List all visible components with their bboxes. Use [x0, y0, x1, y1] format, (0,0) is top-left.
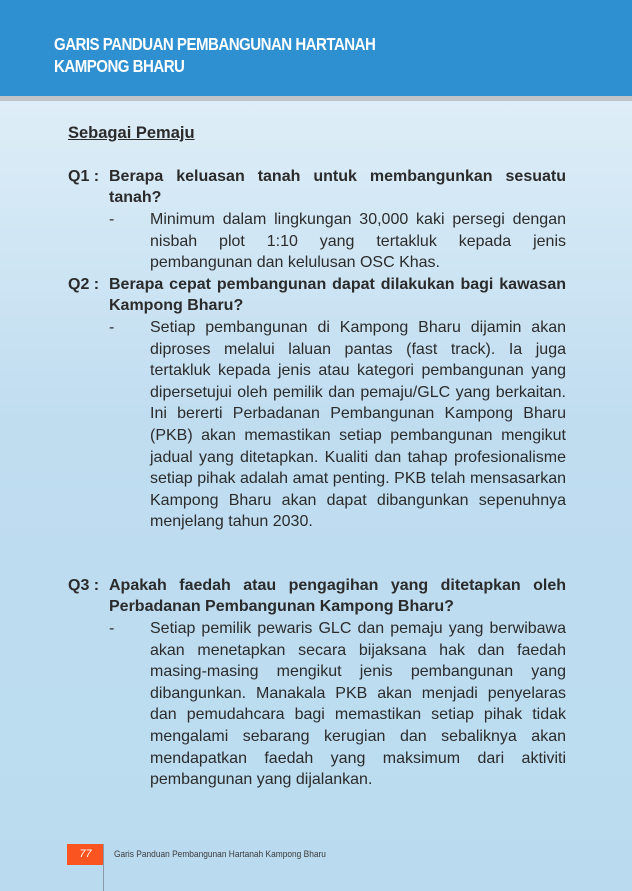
- answer-bullet: -: [109, 319, 115, 336]
- section-heading: Sebagai Pemaju: [68, 124, 195, 142]
- answer-row: [68, 317, 566, 533]
- question-number: Q2 :: [68, 276, 100, 293]
- answer-bullet: -: [109, 620, 115, 637]
- answer-text: Setiap pemilik pewaris GLC dan pemaju yang berwibawa akan menetapkan secara bijaksana hak dan faedah masing-masing mengikut jenis pembangunan yang dibangunkan. Manakala PKB akan menjadi penyelaras dan pemudahcara bagi memastikan setiap pihak tidak mengalami sebarang kerugian dan sebaliknya akan mendapatkan faedah yang maksimum dari aktiviti pembangunan yang dijalankan.: [150, 620, 566, 789]
- running-footer-title: Garis Panduan Pembangunan Hartanah Kampong Bharu: [114, 849, 326, 860]
- question-number: Q1 :: [68, 168, 100, 185]
- answer-row: [68, 618, 566, 791]
- page-number: 77: [67, 844, 104, 865]
- question-row: [68, 166, 566, 208]
- question-row: [68, 575, 566, 617]
- faq-item-q1: [68, 166, 566, 274]
- header-divider: [0, 96, 632, 101]
- document-title-line-1: GARIS PANDUAN PEMBANGUNAN HARTANAH: [54, 34, 376, 54]
- footer-divider: [103, 844, 104, 891]
- question-text: Berapa cepat pembangunan dapat dilakukan bagi kawasan Kampong Bharu?: [109, 276, 566, 314]
- question-row: [68, 274, 566, 316]
- faq-item-q2: [68, 274, 566, 533]
- answer-bullet: -: [109, 211, 115, 228]
- answer-row: [68, 209, 566, 274]
- answer-text: Setiap pembangunan di Kampong Bharu dijamin akan diproses melalui laluan pantas (fast track). Ia juga tertakluk kepada jenis atau kategori pembangunan yang dipersetujui oleh pemilik dan pemaju/GLC yang berkaitan. Ini bererti Perbadanan Pembangunan Kampong Bharu (PKB) akan memastikan setiap pembangunan mengikut jadual yang ditetapkan. Kualiti dan tahap profesionalisme setiap pihak adalah amat penting. PKB telah mensasarkan Kampong Bharu akan dapat dibangunkan sepenuhnya menjelang tahun 2030.: [150, 319, 566, 531]
- document-title-line-2: KAMPONG BHARU: [54, 56, 185, 76]
- question-text: Apakah faedah atau pengagihan yang ditetapkan oleh Perbadanan Pembangunan Kampong Bharu?: [109, 577, 566, 615]
- document-title: [54, 33, 375, 77]
- answer-text: Minimum dalam lingkungan 30,000 kaki persegi dengan nisbah plot 1:10 yang tertakluk kepada jenis pembangunan dan kelulusan OSC Khas.: [150, 211, 566, 272]
- question-number: Q3 :: [68, 577, 100, 594]
- question-text: Berapa keluasan tanah untuk membangunkan sesuatu tanah?: [109, 168, 566, 206]
- faq-item-q3: [68, 575, 566, 791]
